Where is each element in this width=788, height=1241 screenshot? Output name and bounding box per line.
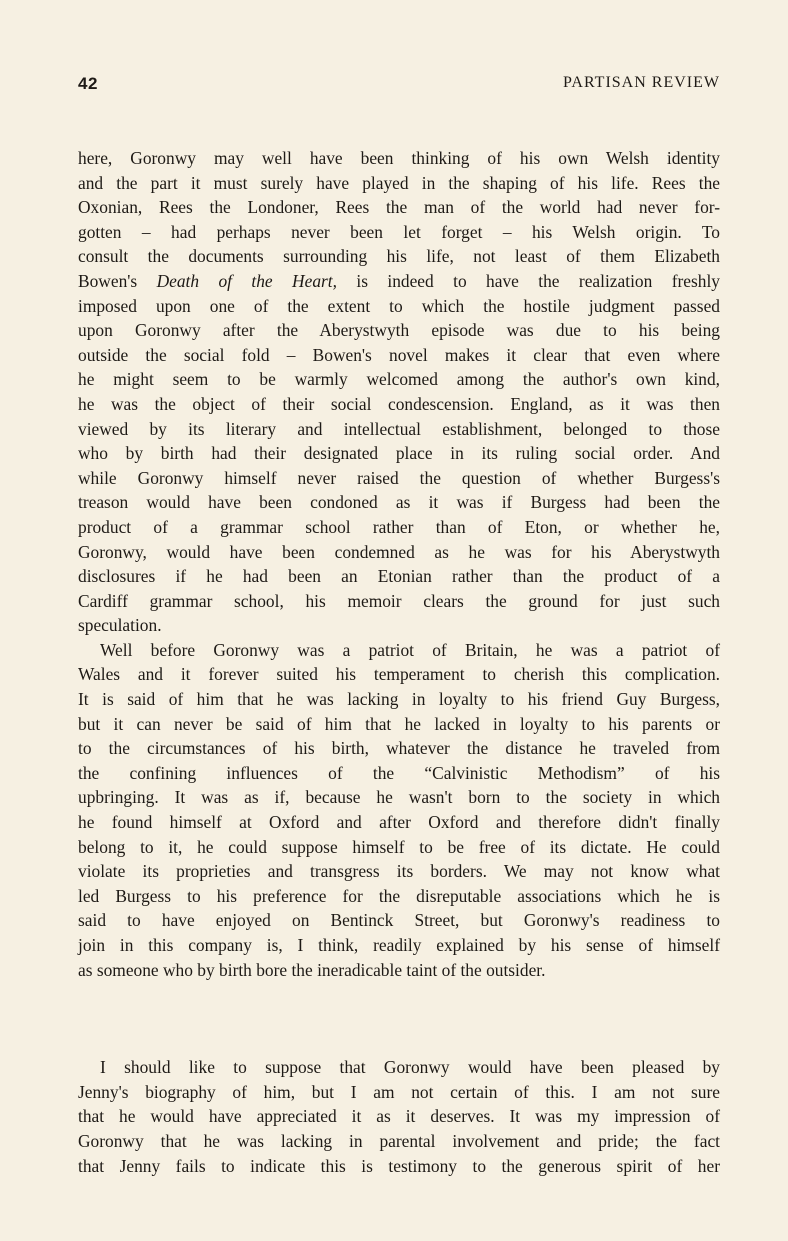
line-segment: is indeed to have the realization freshly <box>336 270 720 291</box>
text-line: I should like to suppose that Goronwy would have been pleased by <box>100 1057 720 1078</box>
book-title: Death of the Heart, <box>156 270 337 291</box>
page-header <box>78 74 720 98</box>
body-text <box>78 146 720 1178</box>
text-line: upbringing. It was as if, because he wasn't born to the society in which <box>78 787 720 808</box>
text-line: but it can never be said of him that he lacked in loyalty to his parents or <box>78 713 720 734</box>
text-line: led Burgess to his preference for the disreputable associations which he is <box>78 885 720 906</box>
text-line: Wales and it forever suited his temperament to cherish this complication. <box>78 664 720 685</box>
paragraph-3 <box>78 1055 720 1178</box>
text-line: disclosures if he had been an Etonian rather than the product of a <box>78 566 720 587</box>
text-line: Goronwy, would have been condemned as he was for his Aberystwyth <box>78 541 720 562</box>
text-line: who by birth had their designated place in its ruling social order. And <box>78 443 720 464</box>
paragraph-1 <box>78 146 720 638</box>
text-line: and the part it must surely have played in the shaping of his life. Rees the <box>78 172 720 193</box>
text-line: Jenny's biography of him, but I am not certain of this. I am not sure <box>78 1081 720 1102</box>
text-line: viewed by its literary and intellectual establishment, belonged to those <box>78 418 720 439</box>
text-line: speculation. <box>78 615 162 636</box>
text-line: join in this company is, I think, readily explained by his sense of himself <box>78 935 720 955</box>
text-line: as someone who by birth bore the ineradicable taint of the outsider. <box>78 959 546 980</box>
text-line: to the circumstances of his birth, whatever the distance he traveled from <box>78 738 720 759</box>
text-line: he might seem to be warmly welcomed among the author's own kind, <box>78 369 720 390</box>
text-line: Oxonian, Rees the Londoner, Rees the man of the world had never for- <box>78 197 720 218</box>
text-line: outside the social fold – Bowen's novel makes it clear that even where <box>78 344 720 365</box>
text-line: belong to it, he could suppose himself to be free of its dictate. He could <box>78 836 720 857</box>
text-line: product of a grammar school rather than of Eton, or whether he, <box>78 516 720 537</box>
text-line: here, Goronwy may well have been thinking of his own Welsh identity <box>78 148 720 168</box>
text-line: Well before Goronwy was a patriot of Britain, he was a patriot of <box>100 639 720 660</box>
text-line: violate its proprieties and transgress its borders. We may not know what <box>78 861 720 882</box>
text-line: that Jenny fails to indicate this is testimony to the generous spirit of her <box>78 1155 720 1176</box>
text-line: consult the documents surrounding his life, not least of them Elizabeth <box>78 246 720 267</box>
text-line: Goronwy that he was lacking in parental involvement and pride; the fact <box>78 1130 720 1151</box>
page-number: 42 <box>78 74 98 93</box>
text-line: that he would have appreciated it as it deserves. It was my impression of <box>78 1106 720 1127</box>
text-line <box>78 269 720 294</box>
text-line: while Goronwy himself never raised the question of whether Burgess's <box>78 467 720 488</box>
text-line: It is said of him that he was lacking in loyalty to his friend Guy Burgess, <box>78 689 720 710</box>
text-line: the confining influences of the “Calvinistic Methodism” of his <box>78 762 720 783</box>
text-line: imposed upon one of the extent to which the hostile judgment passed <box>78 295 720 316</box>
text-line: upon Goronwy after the Aberystwyth episode was due to his being <box>78 320 720 341</box>
text-line: he found himself at Oxford and after Oxford and therefore didn't finally <box>78 812 720 833</box>
text-line: he was the object of their social condescension. England, as it was then <box>78 393 720 414</box>
text-line: said to have enjoyed on Bentinck Street, but Goronwy's readiness to <box>78 910 720 931</box>
running-title: PARTISAN REVIEW <box>562 74 720 91</box>
line-segment: Bowen's <box>78 270 157 291</box>
text-line: Cardiff grammar school, his memoir clears the ground for just such <box>78 590 720 611</box>
section-break <box>78 982 720 1055</box>
text-line: treason would have been condoned as it was if Burgess had been the <box>78 492 720 513</box>
text-line: gotten – had perhaps never been let forget – his Welsh origin. To <box>78 221 720 242</box>
paragraph-2 <box>78 638 720 982</box>
